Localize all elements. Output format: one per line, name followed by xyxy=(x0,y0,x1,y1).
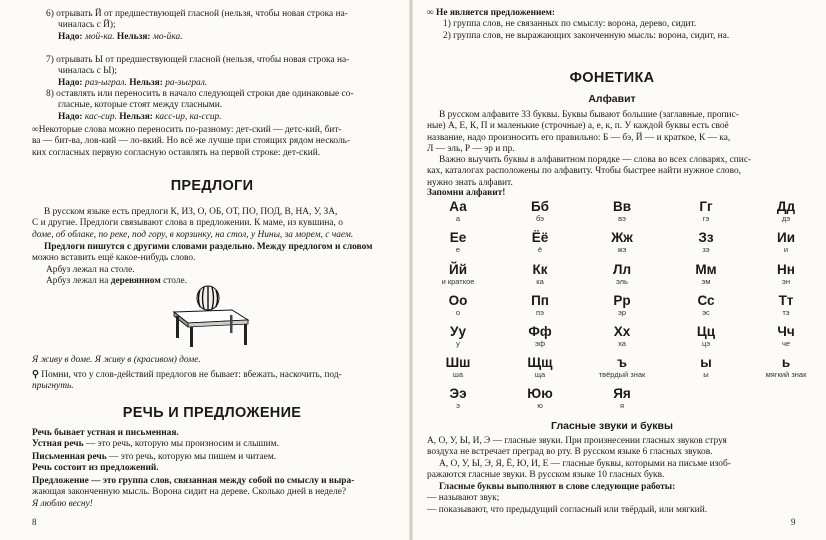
alphabet-letter xyxy=(671,230,741,254)
bad-example: мо-йка. xyxy=(152,31,183,42)
remember-icon: ⚲ xyxy=(32,370,39,380)
letter-glyph: Сс xyxy=(697,293,715,308)
speech-line: — это речь, которую мы произносим и слышим. xyxy=(83,439,279,450)
bad-example: ра-зыграл. xyxy=(165,77,208,88)
alphabet-letter xyxy=(751,324,821,348)
letter-name: ё xyxy=(537,245,543,254)
alphabet-letter xyxy=(671,324,741,348)
remember-line: прыгнуть. xyxy=(32,381,74,392)
definition-line: жающая законченную мысль. Ворона сидит на дереве. Сколько дней в неделе? xyxy=(32,487,347,498)
alphabet-letter xyxy=(587,199,657,223)
letter-glyph: Дд xyxy=(776,199,796,214)
watermelon-table-illustration xyxy=(168,282,252,350)
rule-text: оставлять или переносить в начало следующей строки две одинаковые со- xyxy=(56,89,354,99)
alphabet-letter xyxy=(505,199,575,223)
rule-line: Предлоги пишутся с другими словами раздельно. Между предлогом и словом xyxy=(44,242,373,252)
letter-name: ка xyxy=(536,277,544,286)
good-example: раз-ыграл. xyxy=(84,77,127,88)
not-sentence-title: Не является предложением: xyxy=(436,8,556,18)
good-label: Надо: xyxy=(58,31,83,42)
letter-glyph: Хх xyxy=(613,324,631,339)
rule-text: чиналась с Й); xyxy=(58,20,116,31)
rule-6 xyxy=(46,9,391,43)
letter-glyph: Ее xyxy=(449,230,467,245)
letter-name: ю xyxy=(537,401,543,410)
alphabet-title: Алфавит xyxy=(588,93,636,105)
letter-glyph: Нн xyxy=(777,262,795,277)
letter-glyph: Жж xyxy=(611,230,633,245)
letter-glyph: Вв xyxy=(612,199,632,214)
note-line: ва — бит-ва, лов-кий — ло-вкий. Но всё же лучше при стоящих рядом несколь- xyxy=(32,136,351,147)
letter-glyph: Ёё xyxy=(531,230,549,245)
alphabet-letter xyxy=(587,230,657,254)
alphabet-line: Л — эль, Р — эр и пр. xyxy=(427,143,515,154)
alphabet-line: ные) А, Е, К, П и маленькие (строчные) а, е, к, п. У каждой буквы есть своё xyxy=(427,121,729,132)
vowels-item: — называют звук; xyxy=(427,493,500,504)
speech-line: Речь бывает устная и письменная. xyxy=(32,428,179,438)
prepositions-intro xyxy=(32,207,392,241)
vowels-work xyxy=(427,482,807,516)
letter-name: цэ xyxy=(701,339,711,348)
rule-text: отрывать Ы от предшествующей гласной (нельзя, чтобы новая строка на- xyxy=(56,55,350,65)
letter-glyph: Мм xyxy=(695,262,717,277)
letter-glyph: Аа xyxy=(449,199,467,214)
example-bold: деревянном xyxy=(110,276,161,287)
alphabet-letter xyxy=(587,262,657,286)
remember-line: Помни, что у слов-действий предлогов не бывает: вбежать, наскочить, под- xyxy=(41,370,342,380)
sentence-definition xyxy=(32,476,392,510)
alphabet-text-2 xyxy=(427,155,802,189)
vowels-item: — показывают, что предыдущий согласный или твёрдый, или мягкий. xyxy=(427,504,708,515)
alphabet-letter xyxy=(587,386,657,410)
rule-line: можно вставить ещё какое-нибудь слово. xyxy=(32,253,196,264)
left-page xyxy=(0,0,410,540)
alphabet-letter xyxy=(505,324,575,348)
bad-label: Нельзя: xyxy=(116,31,151,42)
alphabet-line: название, надо произносить его правильно: Б — бэ, Й — и краткое, К — ка, xyxy=(427,132,731,143)
letter-name: эр xyxy=(618,308,626,317)
rule-text: чиналась с Ы); xyxy=(58,66,118,77)
letter-name: я xyxy=(619,401,625,410)
bad-label: Нельзя: xyxy=(129,77,163,88)
remember-alphabet: Запомни алфавит! xyxy=(427,188,506,198)
alphabet-letter xyxy=(587,355,657,379)
bad-example: касс-ир, ка-ссир. xyxy=(155,111,222,122)
alphabet-letter xyxy=(751,230,821,254)
letter-name: о xyxy=(455,308,461,317)
alphabet-letter xyxy=(423,230,493,254)
alphabet-letter xyxy=(751,199,821,223)
letter-glyph: Фф xyxy=(528,324,552,339)
letter-name: зэ xyxy=(702,245,710,254)
alphabet-text xyxy=(427,110,802,155)
prepositions-title: ПРЕДЛОГИ xyxy=(170,178,254,194)
rule-text: отрывать Й от предшествующей гласной (нельзя, чтобы новая строка на- xyxy=(56,9,348,19)
page-number: 9 xyxy=(791,517,796,527)
letter-name: эф xyxy=(535,339,545,348)
letter-name: у xyxy=(456,339,460,348)
good-label: Надо: xyxy=(58,111,83,122)
letter-name: жэ xyxy=(617,245,627,254)
letter-name: мягкий знак xyxy=(765,370,807,379)
alphabet-letter xyxy=(751,355,821,379)
rule-8 xyxy=(46,89,391,123)
letter-name: ша xyxy=(452,370,464,379)
note-line: ких согласных первую согласную оставлять на первой строке: дет-ский. xyxy=(32,147,321,158)
vowels-line: воздуха не встречает преград во рту. В русском языке 6 гласных звуков. xyxy=(427,447,713,458)
alphabet-letter xyxy=(671,293,741,317)
prepositions-remember xyxy=(32,370,392,393)
alphabet-letter xyxy=(587,324,657,348)
vowels-title: Гласные звуки и буквы xyxy=(551,420,673,432)
alphabet-letter xyxy=(671,262,741,286)
letter-glyph: ы xyxy=(700,355,712,370)
prepositions-rule xyxy=(32,242,392,265)
alphabet-letter xyxy=(423,262,493,286)
alphabet-line: В русском алфавите 33 буквы. Буквы бывают большие (заглавные, пропис- xyxy=(439,110,739,120)
letter-name: ща xyxy=(534,370,546,379)
speech-term: Устная речь xyxy=(32,439,84,450)
rule-number: 8) xyxy=(46,89,54,99)
letter-name: пэ xyxy=(536,308,544,317)
speech-line: — это речь, которую мы пишем и читаем. xyxy=(106,452,277,462)
letter-name: вэ xyxy=(618,214,626,223)
letter-name: эль xyxy=(616,277,628,286)
letter-glyph: Уу xyxy=(450,324,466,339)
alphabet-letter xyxy=(751,262,821,286)
letter-name: гэ xyxy=(702,214,710,223)
intro-line: доме, об облаке, по реке, под гору, в корзинку, на стол, у Нины, за морем, с чаем. xyxy=(32,229,354,240)
letter-glyph: ь xyxy=(781,355,791,370)
page-number: 8 xyxy=(32,517,37,527)
vowels-line: ражаются гласные звуки. В русском языке 10 гласных букв. xyxy=(427,469,665,480)
letter-glyph: Щщ xyxy=(527,355,553,370)
alphabet-letter xyxy=(505,230,575,254)
letter-glyph: Тт xyxy=(778,293,794,308)
alphabet-letter xyxy=(671,199,741,223)
example-line: столе. xyxy=(160,276,187,287)
letter-name: ы xyxy=(703,370,709,379)
alphabet-letter xyxy=(423,293,493,317)
letter-name: эс xyxy=(702,308,710,317)
intro-line: С и другие. Предлоги связывают слова в предложении. К маме, из кувшина, о xyxy=(32,218,343,229)
alphabet-letter xyxy=(423,355,493,379)
letter-glyph: Лл xyxy=(612,262,632,277)
phonetics-title: ФОНЕТИКА xyxy=(569,70,655,86)
letter-glyph: Кк xyxy=(532,262,548,277)
good-label: Надо: xyxy=(58,77,83,88)
infinity-icon: ∞ xyxy=(427,8,434,18)
speech-written xyxy=(32,452,392,475)
alphabet-line: Важно выучить буквы в алфавитном порядке — слова во всех словарях, спис- xyxy=(439,155,752,165)
vowels-text xyxy=(427,436,807,481)
letter-name: а xyxy=(455,214,461,223)
alphabet-letter xyxy=(423,386,493,410)
alphabet-letter xyxy=(505,293,575,317)
letter-name: ха xyxy=(618,339,626,348)
hyphenation-note xyxy=(32,125,392,159)
not-sentence-item: 1) группа слов, не связанных по смыслу: ворона, дерево, сидит. xyxy=(443,19,697,30)
bad-label: Нельзя: xyxy=(119,111,153,122)
letter-name: эм xyxy=(701,277,711,286)
speech-line: Речь состоит из предложений. xyxy=(32,463,159,474)
right-page xyxy=(413,0,826,540)
letter-glyph: Йй xyxy=(448,262,467,277)
vowels-line: А, О, У, Ы, Э, Я, Ё, Ю, И, Е — гласные буквы, которыми на письме изоб- xyxy=(439,458,731,469)
letter-name: тэ xyxy=(782,308,790,317)
letter-glyph: Ээ xyxy=(449,386,467,401)
vowels-line: А, О, У, Ы, И, Э — гласные звуки. При произнесении гласных звуков струя xyxy=(427,436,727,446)
letter-glyph: Шш xyxy=(445,355,471,370)
intro-line: В русском языке есть предлоги К, ИЗ, О, ОБ, ОТ, ПО, ПОД, В, НА, У, ЗА, xyxy=(44,207,338,217)
letter-glyph: Яя xyxy=(613,386,631,401)
speech-intro xyxy=(32,428,392,451)
definition-line: Я люблю весну! xyxy=(32,498,93,509)
rule-number: 7) xyxy=(46,55,54,65)
example-line: Арбуз лежал на xyxy=(46,276,111,287)
letter-glyph: Чч xyxy=(777,324,795,339)
letter-name: э xyxy=(456,401,460,410)
definition-line: Предложение — это группа слов, связанная между собой по смыслу и выра- xyxy=(32,476,355,486)
alphabet-line: ках, каталогах расположены по алфавиту. Чтобы быстрее найти нужное слово, xyxy=(427,166,742,177)
rule-7 xyxy=(46,55,391,89)
infinity-icon: ∞ xyxy=(32,125,39,135)
alphabet-letter xyxy=(505,262,575,286)
letter-glyph: Гг xyxy=(699,199,713,214)
vowels-work-title: Гласные буквы выполняют в слове следующие работы: xyxy=(439,482,676,492)
rule-number: 6) xyxy=(46,9,54,19)
letter-glyph: Зз xyxy=(698,230,714,245)
rule-text: гласные, которые стоят между гласными. xyxy=(58,100,223,111)
letter-name: че xyxy=(781,339,791,348)
letter-glyph: ъ xyxy=(617,355,627,370)
letter-glyph: Оо xyxy=(448,293,468,308)
letter-name: бэ xyxy=(535,214,545,223)
alphabet-letter xyxy=(505,355,575,379)
letter-glyph: Рр xyxy=(613,293,631,308)
example-line: Арбуз лежал на столе. xyxy=(46,265,135,275)
speech-title: РЕЧЬ И ПРЕДЛОЖЕНИЕ xyxy=(122,405,302,421)
alphabet-letter xyxy=(671,355,741,379)
letter-glyph: Бб xyxy=(530,199,550,214)
not-sentence-item: 2) группа слов, не выражающих законченную мысль: ворона, сидит, на. xyxy=(443,30,730,41)
alphabet-letter xyxy=(505,386,575,410)
not-sentence-block xyxy=(427,8,797,42)
letter-name: и краткое xyxy=(441,277,475,286)
alphabet-letter xyxy=(423,324,493,348)
letter-glyph: Пп xyxy=(531,293,549,308)
alphabet-letter xyxy=(423,199,493,223)
alphabet-letter xyxy=(751,293,821,317)
note-line: Некоторые слова можно переносить по-разному: дет-ский — детс-кий, бит- xyxy=(38,125,342,135)
good-example: кас-сир. xyxy=(84,111,117,122)
speech-term: Письменная речь xyxy=(32,452,107,462)
alphabet-letter xyxy=(587,293,657,317)
letter-name: е xyxy=(455,245,461,254)
alphabet-line: нужно знать алфавит. xyxy=(427,177,513,188)
letter-glyph: Ии xyxy=(776,230,795,245)
letter-name: и xyxy=(783,245,789,254)
letter-name: твёрдый знак xyxy=(598,370,646,379)
letter-glyph: Юю xyxy=(527,386,553,401)
illustration-caption: Я живу в доме. Я живу в (красивом) доме. xyxy=(32,355,201,365)
letter-name: эн xyxy=(782,277,790,286)
letter-name: дэ xyxy=(781,214,791,223)
good-example: мой-ка. xyxy=(84,31,115,42)
letter-glyph: Цц xyxy=(696,324,716,339)
